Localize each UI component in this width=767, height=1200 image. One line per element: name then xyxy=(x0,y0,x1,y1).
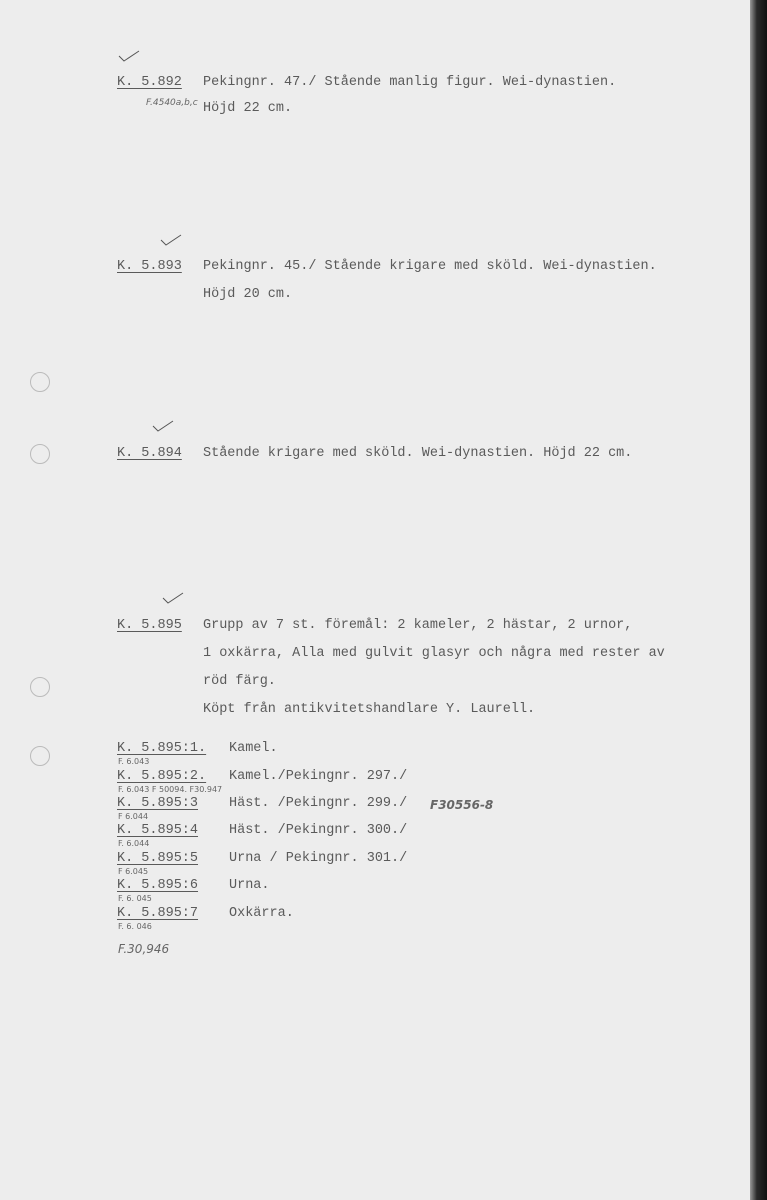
entry-line: röd färg. xyxy=(203,674,276,689)
checkmark-icon xyxy=(162,592,184,604)
sub-catalog-number: K. 5.895:2. xyxy=(117,769,207,784)
catalog-number: K. 5.893 xyxy=(117,259,182,274)
entry-line: Höjd 20 cm. xyxy=(203,287,293,302)
sub-description: Häst. /Pekingnr. 299./ xyxy=(229,796,408,811)
handwritten-note: F30556-8 xyxy=(430,798,494,812)
handwritten-f-number: F. 6. 045 xyxy=(118,894,152,903)
handwritten-note: F.4540a,b,c xyxy=(146,98,198,108)
entry-line: 1 oxkärra, Alla med gulvit glasyr och några med rester av xyxy=(203,646,665,661)
punch-hole xyxy=(30,444,50,464)
sub-catalog-number: K. 5.895:6 xyxy=(117,878,199,893)
sub-description: Oxkärra. xyxy=(229,906,294,921)
handwritten-note: F.30,946 xyxy=(118,942,170,956)
sub-description: Urna / Pekingnr. 301./ xyxy=(229,851,408,866)
entry-line: Stående krigare med sköld. Wei-dynastien. Höjd 22 cm. xyxy=(203,446,633,461)
sub-description: Häst. /Pekingnr. 300./ xyxy=(229,823,408,838)
scan-edge xyxy=(750,0,767,1200)
sub-catalog-number: K. 5.895:7 xyxy=(117,906,199,921)
handwritten-f-number: F 6.045 xyxy=(118,867,149,876)
entry-line: Grupp av 7 st. föremål: 2 kameler, 2 hästar, 2 urnor, xyxy=(203,618,633,633)
sub-description: Kamel./Pekingnr. 297./ xyxy=(229,769,408,784)
punch-hole xyxy=(30,372,50,392)
sub-description: Urna. xyxy=(229,878,270,893)
punch-hole xyxy=(30,746,50,766)
sub-catalog-number: K. 5.895:3 xyxy=(117,796,199,811)
checkmark-icon xyxy=(118,50,140,62)
entry-line: Pekingnr. 45./ Stående krigare med sköld. Wei-dynastien. xyxy=(203,259,657,274)
handwritten-f-number: F 6.044 xyxy=(118,812,149,821)
handwritten-f-number: F. 6.043 F 50094. F30.947 xyxy=(118,785,223,794)
entry-line: Höjd 22 cm. xyxy=(203,101,293,116)
handwritten-f-number: F. 6.044 xyxy=(118,839,150,848)
handwritten-f-number: F. 6.043 xyxy=(118,757,150,766)
catalog-number: K. 5.895 xyxy=(117,618,182,633)
sub-catalog-number: K. 5.895:5 xyxy=(117,851,199,866)
handwritten-f-number: F. 6. 046 xyxy=(118,922,152,931)
checkmark-icon xyxy=(160,234,182,246)
sub-description: Kamel. xyxy=(229,741,278,756)
catalog-number: K. 5.894 xyxy=(117,446,182,461)
punch-hole xyxy=(30,677,50,697)
sub-catalog-number: K. 5.895:1. xyxy=(117,741,207,756)
catalog-number: K. 5.892 xyxy=(117,75,182,90)
sub-catalog-number: K. 5.895:4 xyxy=(117,823,199,838)
entry-line: Pekingnr. 47./ Stående manlig figur. Wei-dynastien. xyxy=(203,75,617,90)
entry-line: Köpt från antikvitetshandlare Y. Laurell. xyxy=(203,702,536,717)
checkmark-icon xyxy=(152,420,174,432)
